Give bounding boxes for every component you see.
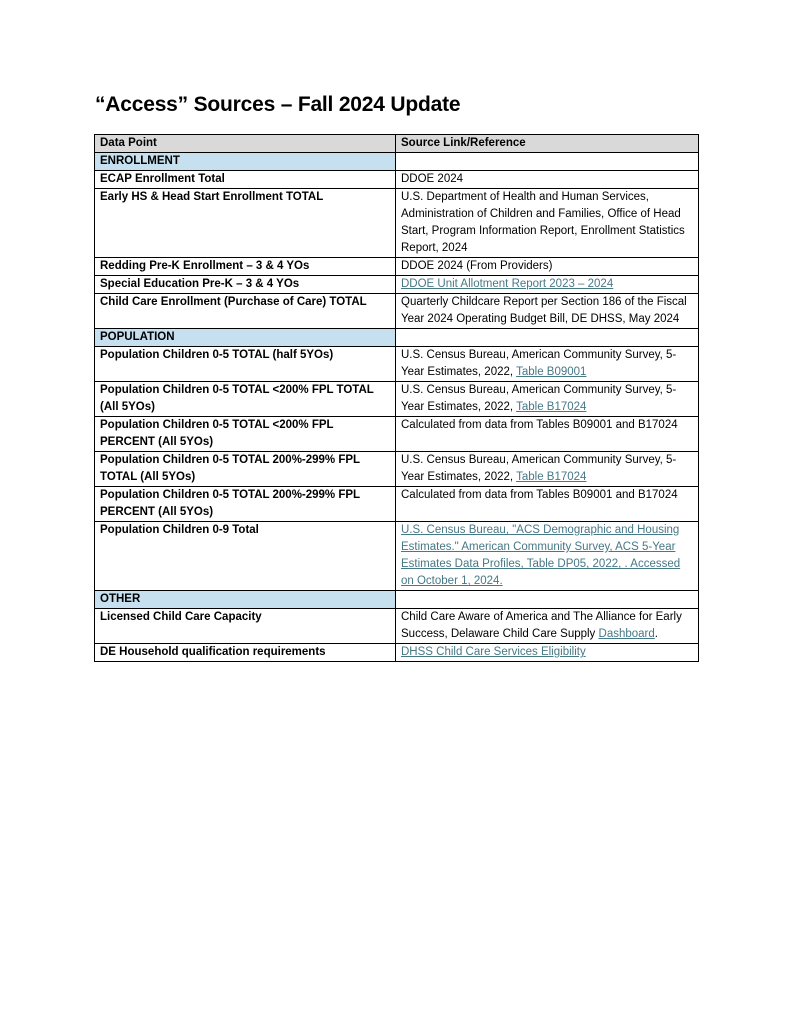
source-link[interactable]: Table B17024: [516, 401, 587, 413]
source-cell: Quarterly Childcare Report per Section 186 of the Fiscal Year 2024 Operating Budget Bill, DE DHSS, May 2024: [396, 294, 699, 329]
table-row: [95, 487, 699, 522]
table-row: [95, 347, 699, 382]
source-cell: [396, 644, 699, 662]
source-cell: [396, 522, 699, 591]
data-point-cell: Population Children 0-5 TOTAL (half 5YOs): [95, 347, 396, 382]
source-text: U.S. Census Bureau, American Community Survey, 5-Year Estimates, 2022,: [401, 454, 677, 483]
section-row-other: [95, 591, 699, 609]
source-link[interactable]: Table B09001: [516, 366, 587, 378]
section-empty-cell: [396, 329, 699, 347]
table-row: [95, 294, 699, 329]
source-link[interactable]: Table B17024: [516, 471, 587, 483]
section-empty-cell: [396, 591, 699, 609]
data-point-cell: Child Care Enrollment (Purchase of Care) TOTAL: [95, 294, 396, 329]
table-row: [95, 644, 699, 662]
source-cell: DDOE 2024 (From Providers): [396, 258, 699, 276]
section-row-enrollment: [95, 153, 699, 171]
source-cell: [396, 452, 699, 487]
section-row-population: [95, 329, 699, 347]
table-row: [95, 171, 699, 189]
source-link[interactable]: DDOE Unit Allotment Report 2023 – 2024: [401, 278, 614, 290]
source-link[interactable]: Dashboard: [598, 628, 655, 640]
table-row: [95, 382, 699, 417]
table-row: [95, 609, 699, 644]
source-link[interactable]: DHSS Child Care Services Eligibility: [401, 646, 586, 658]
section-label: ENROLLMENT: [95, 153, 396, 171]
source-cell: [396, 276, 699, 294]
data-point-cell: Licensed Child Care Capacity: [95, 609, 396, 644]
section-label: POPULATION: [95, 329, 396, 347]
data-point-cell: Special Education Pre-K – 3 & 4 YOs: [95, 276, 396, 294]
table-header-row: [95, 135, 699, 153]
data-point-cell: ECAP Enrollment Total: [95, 171, 396, 189]
source-cell: [396, 382, 699, 417]
data-point-cell: Population Children 0-5 TOTAL <200% FPL TOTAL (All 5YOs): [95, 382, 396, 417]
source-cell: [396, 609, 699, 644]
section-empty-cell: [396, 153, 699, 171]
data-point-cell: Population Children 0-9 Total: [95, 522, 396, 591]
source-cell: DDOE 2024: [396, 171, 699, 189]
column-header-source: Source Link/Reference: [396, 135, 699, 153]
source-cell: Calculated from data from Tables B09001 and B17024: [396, 487, 699, 522]
table-row: [95, 189, 699, 258]
section-label: OTHER: [95, 591, 396, 609]
source-text: Child Care Aware of America and The Alliance for Early Success, Delaware Child Care Supply: [401, 611, 682, 640]
source-text: U.S. Census Bureau, American Community Survey, 5-Year Estimates, 2022,: [401, 384, 677, 413]
table-row: [95, 258, 699, 276]
table-row: [95, 522, 699, 591]
data-point-cell: Redding Pre-K Enrollment – 3 & 4 YOs: [95, 258, 396, 276]
source-cell: [396, 347, 699, 382]
source-text: U.S. Census Bureau, American Community Survey, 5-Year Estimates, 2022,: [401, 349, 677, 378]
source-link[interactable]: U.S. Census Bureau, "ACS Demographic and Housing Estimates." American Community Survey, ACS 5-Year Estimates Data Profiles, Table DP05, 2022, . Accessed on October 1, 2024.: [401, 524, 681, 587]
table-row: [95, 452, 699, 487]
column-header-data-point: Data Point: [95, 135, 396, 153]
table-row: [95, 276, 699, 294]
data-point-cell: Population Children 0-5 TOTAL 200%-299% FPL TOTAL (All 5YOs): [95, 452, 396, 487]
source-cell: Calculated from data from Tables B09001 and B17024: [396, 417, 699, 452]
data-point-cell: DE Household qualification requirements: [95, 644, 396, 662]
data-point-cell: Population Children 0-5 TOTAL 200%-299% FPL PERCENT (All 5YOs): [95, 487, 396, 522]
data-point-cell: Population Children 0-5 TOTAL <200% FPL PERCENT (All 5YOs): [95, 417, 396, 452]
source-suffix: .: [654, 628, 658, 640]
table-row: [95, 417, 699, 452]
source-cell: U.S. Department of Health and Human Services, Administration of Children and Families, Office of Head Start, Program Information Report, Enrollment Statistics Report, 2024: [396, 189, 699, 258]
sources-table: [94, 134, 699, 662]
data-point-cell: Early HS & Head Start Enrollment TOTAL: [95, 189, 396, 258]
page-title: “Access” Sources – Fall 2024 Update: [95, 93, 461, 116]
